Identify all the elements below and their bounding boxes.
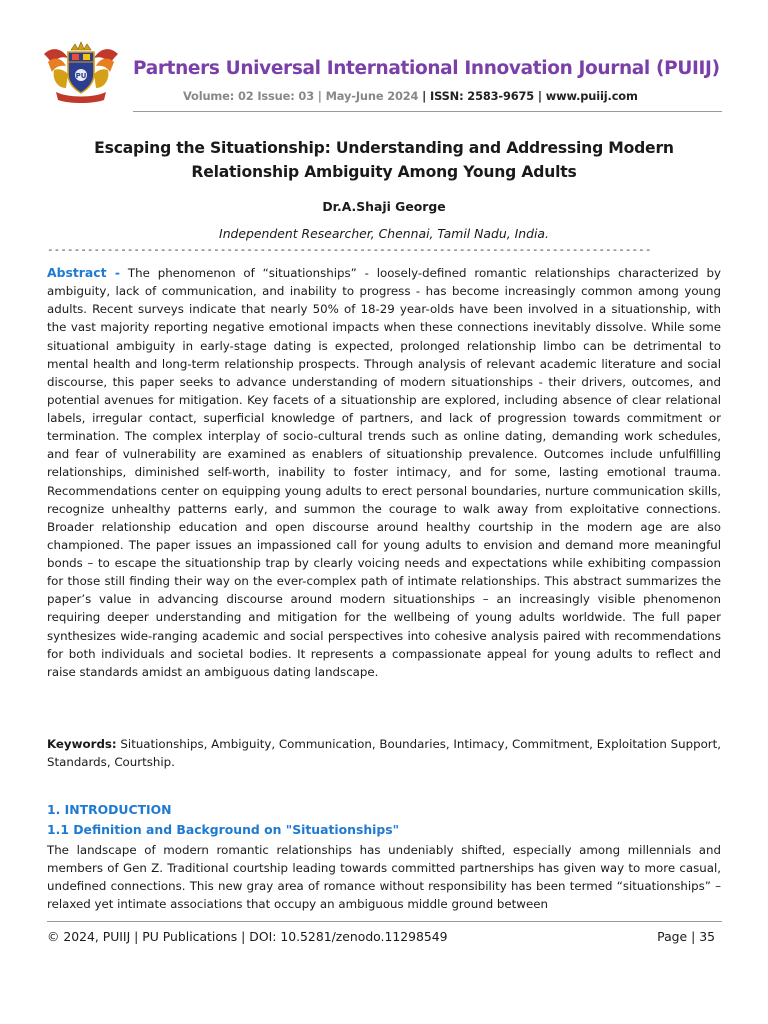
footer-divider (47, 921, 722, 922)
author-name: Dr.A.Shaji George (322, 199, 446, 214)
subsection-heading: 1.1 Definition and Background on "Situationships" (47, 822, 400, 837)
volume-issue: Volume: 02 Issue: 03 | May-June 2024 (183, 89, 419, 103)
abstract-text: The phenomenon of “situationships” - loosely-defined romantic relationships characterized by ambiguity, lack of communication, and inability to progress - has become increasingly common among young adults. Recent surveys indicate that nearly 50% of 18-29 year-olds have been involved in a situationship, with the vast majority reporting negative emotional impacts when these connections inevitably dissolve. While some situational ambiguity in early-stage dating is expected, prolonged relationship limbo can be detrimental to mental health and long-term relationship prospects. Through analysis of relevant academic literature and social discourse, this paper seeks to advance understanding of modern situationships - their drivers, outcomes, and potential avenues for mitigation. Key facets of a situationship are explored, including absence of clear relational labels, irregular contact, superficial knowledge of partners, and lack of progression towards commitment or termination. The complex interplay of socio-cultural trends such as online dating, demanding work schedules, and fear of vulnerability are examined as enablers of situationship prevalence. Outcomes include unfulfilling relationships, diminished self-worth, inability to foster intimacy, and for some, lasting emotional trauma. Recommendations center on equipping young adults to erect personal boundaries, nurture communication skills, recognize unhealthy patterns early, and summon the courage to walk away from exploitative connections. Broader relationship education and open discourse around healthy courtship in the modern age are also championed. The paper issues an impassioned call for young adults to envision and demand more meaningful bonds – to escape the situationship trap by clearly voicing needs and expectations while exhibiting compassion for those still finding their way on the ever-complex path of intimate relationships. This abstract summarizes the paper’s value in advancing discourse around modern situationships – an increasingly visible phenomenon requiring deeper understanding and mitigation for the wellbeing of young adults worldwide. The full paper synthesizes wide-ranging academic and social perspectives into cohesive analysis paired with recommendations for both individuals and societal bodies. It represents a compassionate appeal for young adults to reflect and raise standards amidst an ambiguous dating landscape. (47, 266, 721, 679)
keywords-text: Situationships, Ambiguity, Communication, Boundaries, Intimacy, Commitment, Exploitation Support, Standards, Courtship. (47, 737, 722, 770)
paper-title: Escaping the Situationship: Understanding and Addressing Modern Relationship Ambiguity Among Young Adults (94, 139, 674, 181)
keywords-paragraph (47, 735, 721, 771)
website-link[interactable]: www.puiij.com (545, 89, 638, 103)
abstract-paragraph (47, 264, 721, 681)
keywords-label: Keywords: (47, 737, 117, 751)
journal-title: Partners Universal International Innovation Journal (PUIIJ) (133, 58, 720, 79)
section-heading: 1. INTRODUCTION (47, 802, 172, 817)
footer-citation: © 2024, PUIIJ | PU Publications | DOI: 10.5281/zenodo.11298549 (47, 929, 448, 944)
dashed-separator: ------------------------------------------------------------------------------------------- (47, 243, 652, 256)
journal-meta: Volume: 02 Issue: 03 | May-June 2024 | ISSN: 2583-9675 | www.puiij.com (183, 89, 638, 103)
abstract-label: Abstract - (47, 265, 121, 280)
intro-paragraph: The landscape of modern romantic relationships has undeniably shifted, especially among millennials and members of Gen Z. Traditional courtship leading towards committed partnerships has given way to more casual, undefined connections. This new gray area of romance without responsibility has been termed “situationships” – relaxed yet intimate associations that occupy an ambiguous middle ground between (47, 843, 721, 912)
journal-crest-logo (38, 40, 124, 106)
page-number: Page | 35 (657, 929, 715, 944)
author-affiliation: Independent Researcher, Chennai, Tamil Nadu, India. (219, 226, 549, 241)
issn: ISSN: 2583-9675 (430, 89, 535, 103)
svg-text:PU: PU (75, 72, 87, 80)
header-divider (133, 111, 722, 112)
